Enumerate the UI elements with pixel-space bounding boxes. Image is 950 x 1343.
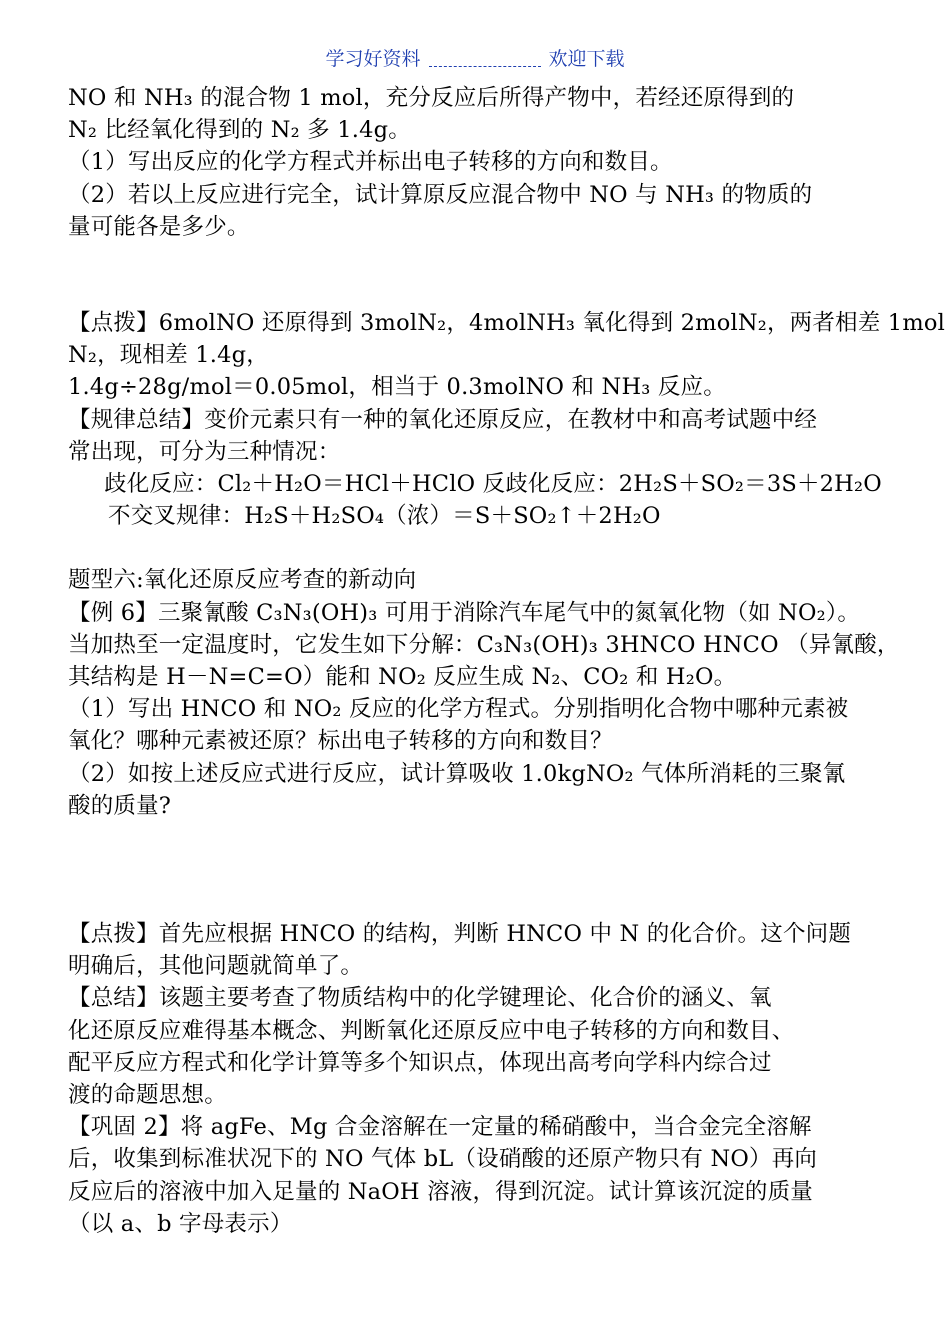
question-2-cont: 量可能各是多少。 [68,213,250,240]
question-1: （1）写出反应的化学方程式并标出电子转移的方向和数目。 [68,149,673,176]
hint-line-3: 1.4g÷28g/mol＝0.05mol，相当于 0.3molNO 和 NH₃ 反应。 [68,374,726,401]
header-left-text: 学习好资料 [325,48,421,70]
consolidation-2-line-1: 【巩固 2】将 agFe、Mg 合金溶解在一定量的稀硝酸中，当合金完全溶解 [68,1114,812,1141]
consolidation-2-line-4: （以 a、b 字母表示） [68,1210,293,1237]
header-dashed-separator [429,66,541,67]
consolidation-2-line-2: 后，收集到标准状况下的 NO 气体 bL（设硝酸的还原产物只有 NO）再向 [68,1146,818,1173]
section-title-type-6: 题型六:氧化还原反应考查的新动向 [68,567,417,594]
example-6-question-2: （2）如按上述反应式进行反应，试计算吸收 1.0kgNO₂ 气体所消耗的三聚氰 [68,760,846,787]
header-right-text: 欢迎下载 [548,48,625,70]
example-6-line-1: 【例 6】三聚氰酸 C₃N₃(OH)₃ 可用于消除汽车尾气中的氮氧化物（如 NO₂）。 [68,599,861,626]
non-crossing-rule-equation: 不交叉规律：H₂S＋H₂SO₄（浓）＝S＋SO₂↑＋2H₂O [108,503,661,530]
example-6-line-2: 当加热至一定温度时，它发生如下分解：C₃N₃(OH)₃ 3HNCO HNCO （异氰酸， [68,631,900,658]
summary-line-2: 化还原反应难得基本概念、判断氧化还原反应中电子转移的方向和数目、 [68,1017,795,1044]
summary-line-4: 渡的命题思想。 [68,1082,227,1109]
summary-line-3: 配平反应方程式和化学计算等多个知识点，体现出高考向学科内综合过 [68,1049,772,1076]
example-6-question-1-cont: 氧化？哪种元素被还原？标出电子转移的方向和数目？ [68,728,613,755]
text-line-2: N₂ 比经氧化得到的 N₂ 多 1.4g。 [68,117,411,144]
consolidation-2-line-3: 反应后的溶液中加入足量的 NaOH 溶液，得到沉淀。试计算该沉淀的质量 [68,1178,813,1205]
page-header [0,44,950,71]
hint-line-2: N₂，现相差 1.4g， [68,342,269,369]
document-body [68,82,946,1240]
rule-summary-line-1: 【规律总结】变价元素只有一种的氧化还原反应，在教材中和高考试题中经 [68,406,818,433]
question-2: （2）若以上反应进行完全，试计算原反应混合物中 NO 与 NH₃ 的物质的 [68,181,813,208]
example-6-hint-line-1: 【点拨】首先应根据 HNCO 的结构，判断 HNCO 中 N 的化合价。这个问题 [68,921,852,948]
rule-summary-line-2: 常出现，可分为三种情况： [68,438,341,465]
summary-line-1: 【总结】该题主要考查了物质结构中的化学键理论、化合价的涵义、氧 [68,985,772,1012]
example-6-line-3: 其结构是 H－N=C=O）能和 NO₂ 反应生成 N₂、CO₂ 和 H₂O。 [68,664,737,691]
hint-line-1: 【点拨】6molNO 还原得到 3molN₂，4molNH₃ 氧化得到 2molN₂，两者相差 1mol [68,310,946,337]
example-6-hint-line-2: 明确后，其他问题就简单了。 [68,953,364,980]
example-6-question-2-cont: 酸的质量? [68,792,172,819]
example-6-question-1: （1）写出 HNCO 和 NO₂ 反应的化学方程式。分别指明化合物中哪种元素被 [68,696,849,723]
disproportionation-equations: 歧化反应：Cl₂＋H₂O＝HCl＋HClO 反歧化反应：2H₂S＋SO₂＝3S＋2H₂O [104,471,882,498]
text-line-1: NO 和 NH₃ 的混合物 1 mol，充分反应后所得产物中，若经还原得到的 [68,85,795,111]
